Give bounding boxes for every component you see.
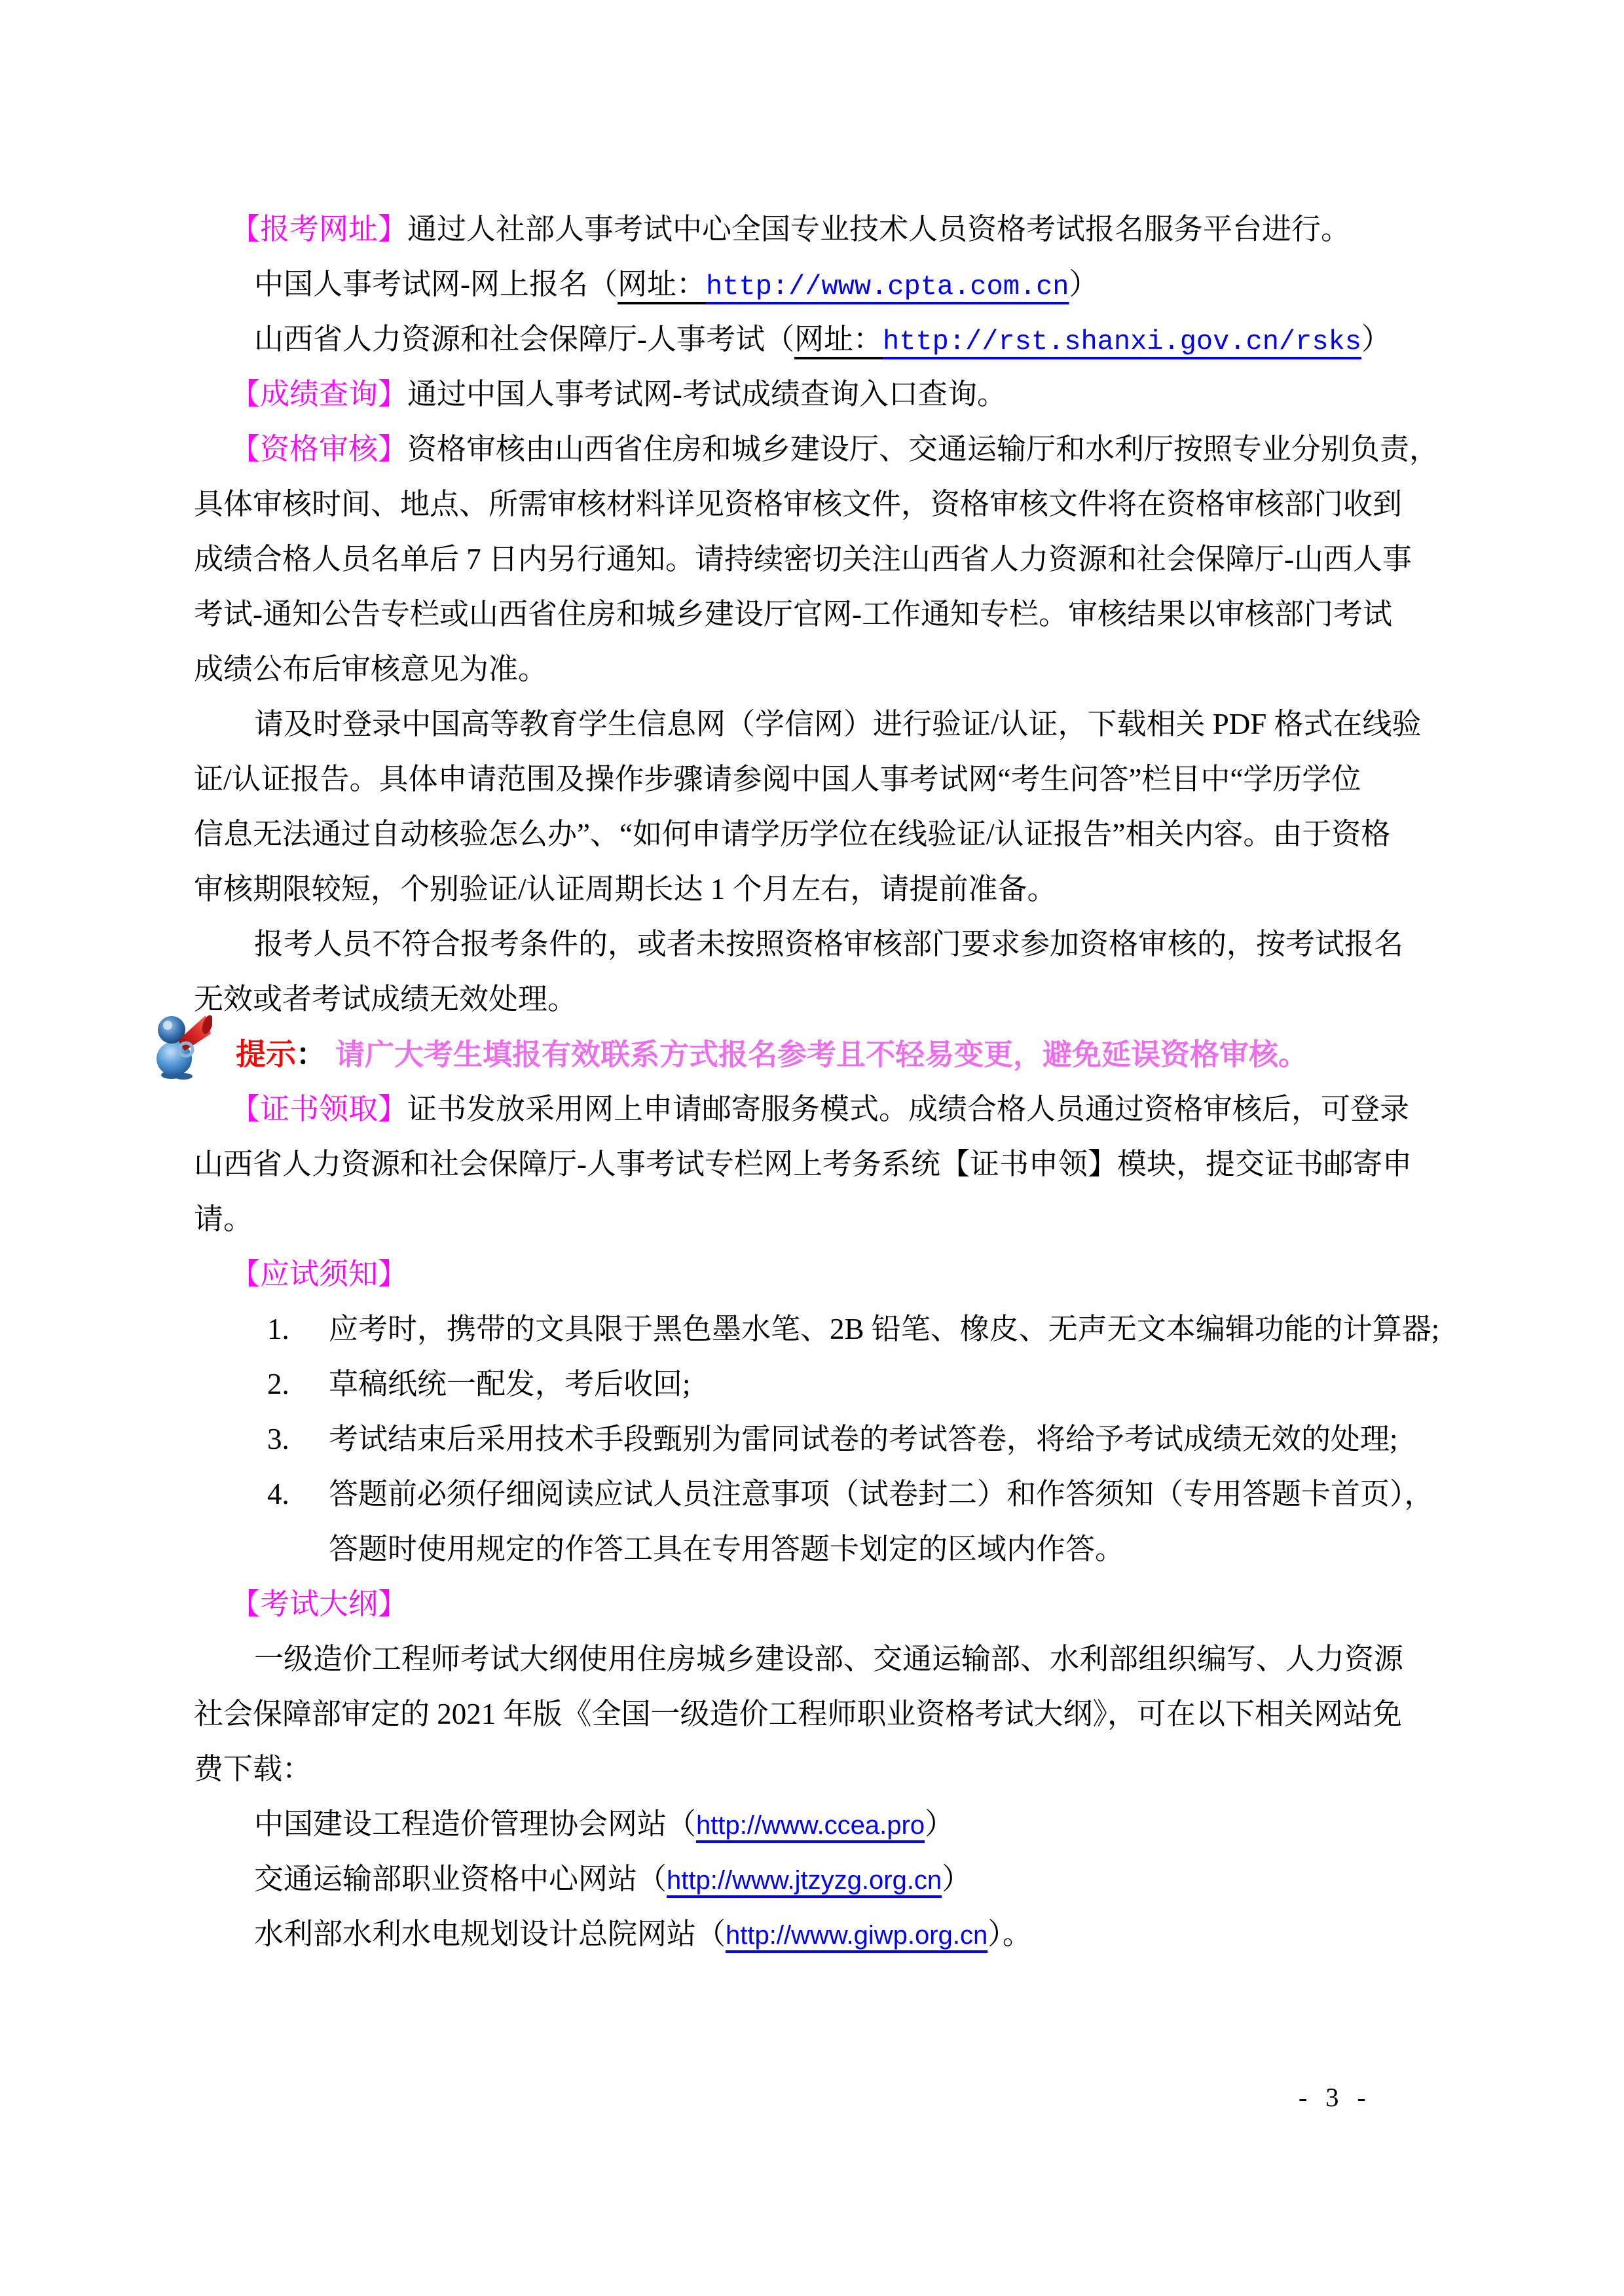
section-header-chengji: 【成绩查询】 <box>231 378 408 410</box>
tip-text: 请广大考生填报有效联系方式报名参考且不轻易变更，避免延误资格审核。 <box>335 1038 1308 1071</box>
list-item-2-text: 草稿纸统一配发，考后收回; <box>329 1368 691 1400</box>
bukefu-line2: 无效或者考试成绩无效处理。 <box>194 983 578 1015</box>
section-chengji-line <box>194 367 1451 422</box>
ccea-pre-text: 中国建设工程造价管理协会网站（ <box>254 1808 697 1840</box>
list-item-4 <box>194 1467 1451 1522</box>
cpta-post-text: ） <box>1069 268 1099 301</box>
zhengshu-line2: 山西省人力资源和社会保障厅-人事考试专栏网上考务系统【证书申领】模块，提交证书邮寄申 <box>194 1148 1412 1180</box>
list-item-1-number: 1. <box>267 1313 289 1345</box>
chengji-text: 通过中国人事考试网-考试成绩查询入口查询。 <box>407 378 1007 410</box>
zhengshu-text-1: 证书发放采用网上申请邮寄服务模式。成绩合格人员通过资格审核后，可登录 <box>407 1093 1410 1125</box>
shanxi-pre-text: 山西省人力资源和社会保障厅-人事考试（ <box>254 323 794 355</box>
dagang-line2: 社会保障部审定的 2021 年版《全国一级造价工程师职业资格考试大纲》，可在以下相关网站免 <box>194 1698 1403 1730</box>
section-zige-line1 <box>194 422 1451 477</box>
list-item-1 <box>194 1302 1451 1357</box>
jtzyzg-post-text: ） <box>942 1863 972 1895</box>
shanxi-url-label: 网址： <box>794 323 883 355</box>
tip-colon: ： <box>296 1037 326 1071</box>
xuexin-line1: 请及时登录中国高等教育学生信息网（学信网）进行验证/认证，下载相关 PDF 格式在线验 <box>254 708 1422 740</box>
page-number: - 3 - <box>1299 2083 1372 2112</box>
zige-line5: 成绩公布后审核意见为准。 <box>194 653 548 685</box>
giwp-pre-text: 水利部水利水电规划设计总院网站（ <box>254 1918 726 1950</box>
section-zhengshu-line1 <box>194 1082 1451 1137</box>
list-item-4-number: 4. <box>267 1478 289 1510</box>
link-line-jtzyzg <box>194 1851 1451 1906</box>
section-header-baokao: 【报考网址】 <box>231 213 408 246</box>
cpta-url-label: 网址： <box>618 268 707 301</box>
shanxi-link[interactable]: http://rst.shanxi.gov.cn/rsks <box>883 326 1361 357</box>
jtzyzg-link[interactable]: http://www.jtzyzg.org.cn <box>667 1866 942 1895</box>
list-item-2 <box>194 1357 1451 1412</box>
document-body <box>194 202 1451 1961</box>
section-dagang-line <box>194 1576 1451 1631</box>
link-line-giwp <box>194 1906 1451 1961</box>
xuexin-line4: 审核期限较短，个别验证/认证周期长达 1 个月左右，请提前准备。 <box>194 873 1057 905</box>
link-line-shanxi <box>194 312 1451 367</box>
section-yingshi-line <box>194 1247 1451 1302</box>
section-header-yingshi: 【应试须知】 <box>231 1258 408 1290</box>
list-item-2-number: 2. <box>267 1368 289 1400</box>
section-header-zhengshu: 【证书领取】 <box>231 1093 408 1125</box>
list-item-4-text: 答题前必须仔细阅读应试人员注意事项（试卷封二）和作答须知（专用答题卡首页）， <box>329 1478 1434 1510</box>
cpta-link[interactable]: http://www.cpta.com.cn <box>706 271 1069 302</box>
link-line-ccea <box>194 1796 1451 1851</box>
list-item-4-wrap: 答题时使用规定的作答工具在专用答题卡划定的区域内作答。 <box>329 1533 1125 1565</box>
list-item-3 <box>194 1412 1451 1467</box>
cpta-pre-text: 中国人事考试网-网上报名（ <box>254 268 618 301</box>
xuexin-line3: 信息无法通过自动核验怎么办”、“如何申请学历学位在线验证/认证报告”相关内容。由于资格 <box>194 818 1391 850</box>
zhengshu-line3: 请。 <box>194 1203 253 1235</box>
list-item-3-text: 考试结束后采用技术手段甄别为雷同试卷的考试答卷，将给予考试成绩无效的处理; <box>329 1423 1398 1455</box>
dagang-line3: 费下载： <box>194 1753 312 1785</box>
jtzyzg-pre-text: 交通运输部职业资格中心网站（ <box>254 1863 667 1895</box>
link-line-cpta <box>194 257 1451 312</box>
shanxi-post-text: ） <box>1361 323 1391 355</box>
section-header-zige: 【资格审核】 <box>231 433 408 465</box>
list-item-3-number: 3. <box>267 1423 289 1455</box>
xuexin-line2: 证/认证报告。具体申请范围及操作步骤请参阅中国人事考试网“考生问答”栏目中“学历学位 <box>194 763 1361 795</box>
ccea-post-text: ） <box>925 1808 955 1840</box>
zige-text-1: 资格审核由山西省住房和城乡建设厅、交通运输厅和水利厅按照专业分别负责， <box>407 433 1439 465</box>
zige-line3: 成绩合格人员名单后 7 日内另行通知。请持续密切关注山西省人力资源和社会保障厅-山西人事 <box>194 543 1412 575</box>
zige-line2: 具体审核时间、地点、所需审核材料详见资格审核文件，资格审核文件将在资格审核部门收到 <box>194 488 1403 520</box>
list-item-1-text: 应考时，携带的文具限于黑色墨水笔、2B 铅笔、橡皮、无声无文本编辑功能的计算器; <box>329 1313 1440 1345</box>
ccea-link[interactable]: http://www.ccea.pro <box>696 1811 925 1840</box>
bukefu-line1: 报考人员不符合报考条件的，或者未按照资格审核部门要求参加资格审核的，按考试报名 <box>254 928 1404 960</box>
tip-line <box>194 1027 1451 1082</box>
giwp-link[interactable]: http://www.giwp.org.cn <box>726 1921 988 1950</box>
giwp-post-text: ）。 <box>987 1918 1032 1950</box>
baokao-text: 通过人社部人事考试中心全国专业技术人员资格考试报名服务平台进行。 <box>407 213 1351 246</box>
dagang-line1: 一级造价工程师考试大纲使用住房城乡建设部、交通运输部、水利部组织编写、人力资源 <box>254 1643 1404 1675</box>
section-baokao-line <box>194 202 1451 257</box>
tip-label: 提示 <box>236 1037 296 1071</box>
section-header-dagang: 【考试大纲】 <box>231 1588 408 1620</box>
zige-line4: 考试-通知公告专栏或山西省住房和城乡建设厅官网-工作通知专栏。审核结果以审核部门考试 <box>194 598 1392 630</box>
